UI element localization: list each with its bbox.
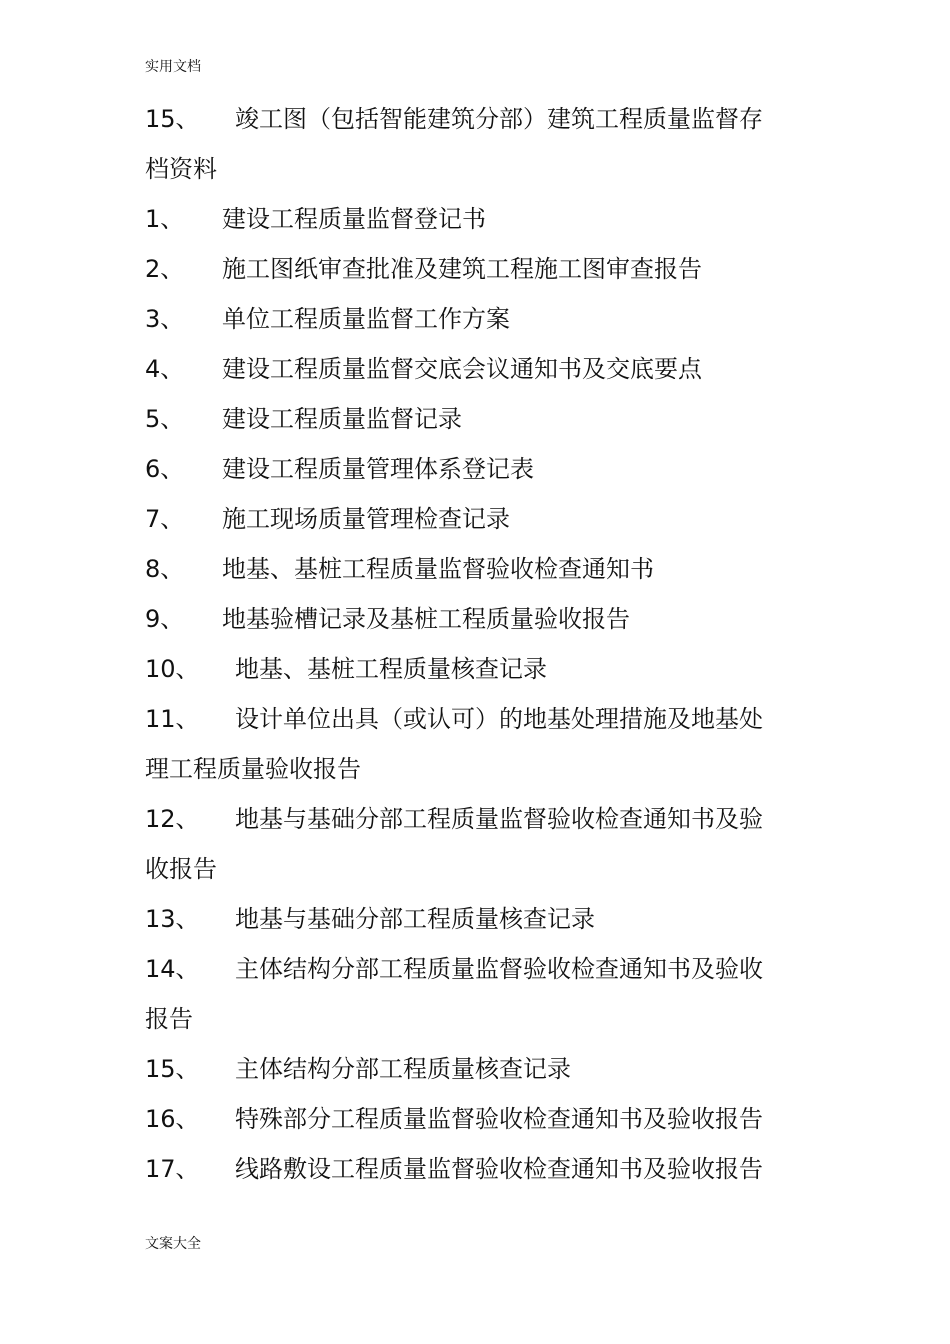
item-text: 建设工程质量监督记录 [222, 405, 462, 433]
section-number: 15、 [145, 105, 200, 133]
page-header: 实用文档 [145, 59, 201, 75]
list-item [145, 1044, 805, 1094]
list-item [145, 294, 805, 344]
item-text: 地基验槽记录及基桩工程质量验收报告 [222, 605, 630, 633]
item-text: 单位工程质量监督工作方案 [222, 305, 510, 333]
item-text: 地基、基桩工程质量核查记录 [235, 655, 547, 683]
item-number: 5、 [145, 405, 185, 433]
list-item [145, 1094, 805, 1144]
item-number: 3、 [145, 305, 185, 333]
page-footer: 文案大全 [145, 1236, 201, 1252]
item-number: 15、 [145, 1055, 200, 1083]
section-title: 竣工图（包括智能建筑分部）建筑工程质量监督存 [235, 105, 763, 133]
list-item [145, 644, 805, 694]
item-number: 14、 [145, 955, 200, 983]
item-number: 11、 [145, 705, 200, 733]
list-item [145, 444, 805, 494]
item-number: 12、 [145, 805, 200, 833]
item-number: 7、 [145, 505, 185, 533]
item-number: 1、 [145, 205, 185, 233]
item-text: 主体结构分部工程质量核查记录 [235, 1055, 571, 1083]
item-number: 13、 [145, 905, 200, 933]
list-item [145, 544, 805, 594]
item-number: 17、 [145, 1155, 200, 1183]
item-text-continuation: 收报告 [145, 855, 217, 883]
item-text: 建设工程质量监督交底会议通知书及交底要点 [222, 355, 702, 383]
item-number: 9、 [145, 605, 185, 633]
item-text: 施工图纸审查批准及建筑工程施工图审查报告 [222, 255, 702, 283]
list-item [145, 394, 805, 444]
item-text: 建设工程质量管理体系登记表 [222, 455, 534, 483]
list-item [145, 344, 805, 394]
item-text-continuation: 理工程质量验收报告 [145, 755, 361, 783]
item-number: 6、 [145, 455, 185, 483]
item-text: 设计单位出具（或认可）的地基处理措施及地基处 [235, 705, 763, 733]
list-item [145, 1144, 805, 1194]
section-title-line [145, 94, 805, 144]
list-item-continuation [145, 994, 805, 1044]
section-title-cont-text: 档资料 [145, 155, 217, 183]
list-item [145, 694, 805, 744]
item-text-continuation: 报告 [145, 1005, 193, 1033]
list-item-continuation [145, 744, 805, 794]
item-number: 2、 [145, 255, 185, 283]
item-text: 特殊部分工程质量监督验收检查通知书及验收报告 [235, 1105, 763, 1133]
list-item [145, 244, 805, 294]
list-item [145, 594, 805, 644]
item-text: 地基、基桩工程质量监督验收检查通知书 [222, 555, 654, 583]
list-item [145, 794, 805, 844]
list-item-continuation [145, 844, 805, 894]
item-text: 地基与基础分部工程质量监督验收检查通知书及验 [235, 805, 763, 833]
item-text: 主体结构分部工程质量监督验收检查通知书及验收 [235, 955, 763, 983]
item-number: 4、 [145, 355, 185, 383]
item-text: 施工现场质量管理检查记录 [222, 505, 510, 533]
item-number: 10、 [145, 655, 200, 683]
item-text: 建设工程质量监督登记书 [222, 205, 486, 233]
item-number: 8、 [145, 555, 185, 583]
list-item [145, 894, 805, 944]
list-item [145, 194, 805, 244]
item-text: 地基与基础分部工程质量核查记录 [235, 905, 595, 933]
section-title-continuation [145, 144, 805, 194]
list-item [145, 494, 805, 544]
item-text: 线路敷设工程质量监督验收检查通知书及验收报告 [235, 1155, 763, 1183]
item-number: 16、 [145, 1105, 200, 1133]
document-body [145, 94, 805, 1194]
list-item [145, 944, 805, 994]
